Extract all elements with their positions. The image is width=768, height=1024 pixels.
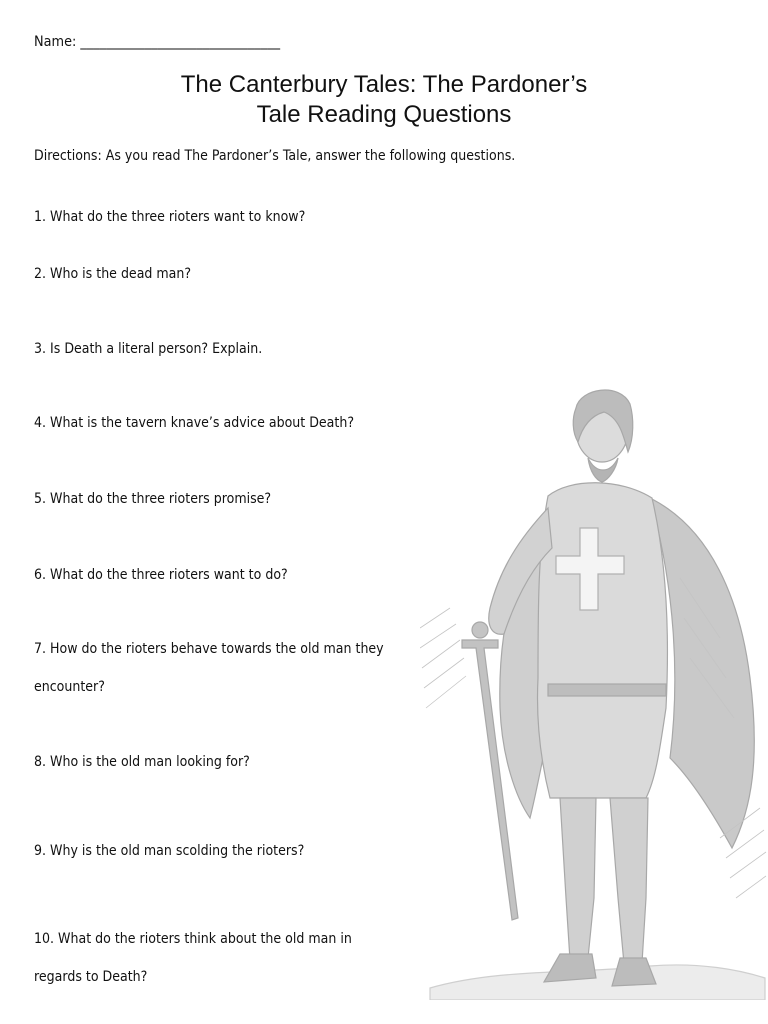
question-text: 7. How do the rioters behave towards the old man they	[34, 641, 384, 657]
question-text-continued: regards to Death?	[34, 969, 148, 985]
name-field-label: Name: _______________________________	[34, 34, 281, 50]
question-text: 6. What do the three rioters want to do?	[34, 567, 288, 583]
question-text: 10. What do the rioters think about the old man in	[34, 931, 352, 947]
question-text: 1. What do the three rioters want to know?	[34, 209, 306, 225]
question-text: 4. What is the tavern knave’s advice about Death?	[34, 415, 355, 431]
title-line-1: The Canterbury Tales: The Pardoner’s	[180, 71, 588, 98]
question-2	[34, 255, 191, 293]
knight-illustration-icon	[420, 378, 768, 1000]
question-text: 2. Who is the dead man?	[34, 266, 192, 282]
question-9	[34, 832, 304, 870]
title-line-2: Tale Reading Questions	[256, 101, 512, 128]
question-text: 3. Is Death a literal person? Explain.	[34, 341, 263, 357]
question-8	[34, 743, 250, 781]
question-4	[34, 404, 354, 442]
question-10	[34, 920, 352, 996]
question-text-continued: encounter?	[34, 679, 105, 695]
page-title	[0, 70, 768, 130]
question-7	[34, 630, 384, 706]
question-6	[34, 556, 288, 594]
question-text: 5. What do the three rioters promise?	[34, 491, 272, 507]
question-text: 8. Who is the old man looking for?	[34, 754, 250, 770]
directions-text: Directions: As you read The Pardoner’s Tale, answer the following questions.	[34, 148, 516, 164]
question-5	[34, 480, 271, 518]
question-3	[34, 330, 262, 368]
question-text: 9. Why is the old man scolding the rioters?	[34, 843, 305, 859]
question-1	[34, 198, 305, 236]
